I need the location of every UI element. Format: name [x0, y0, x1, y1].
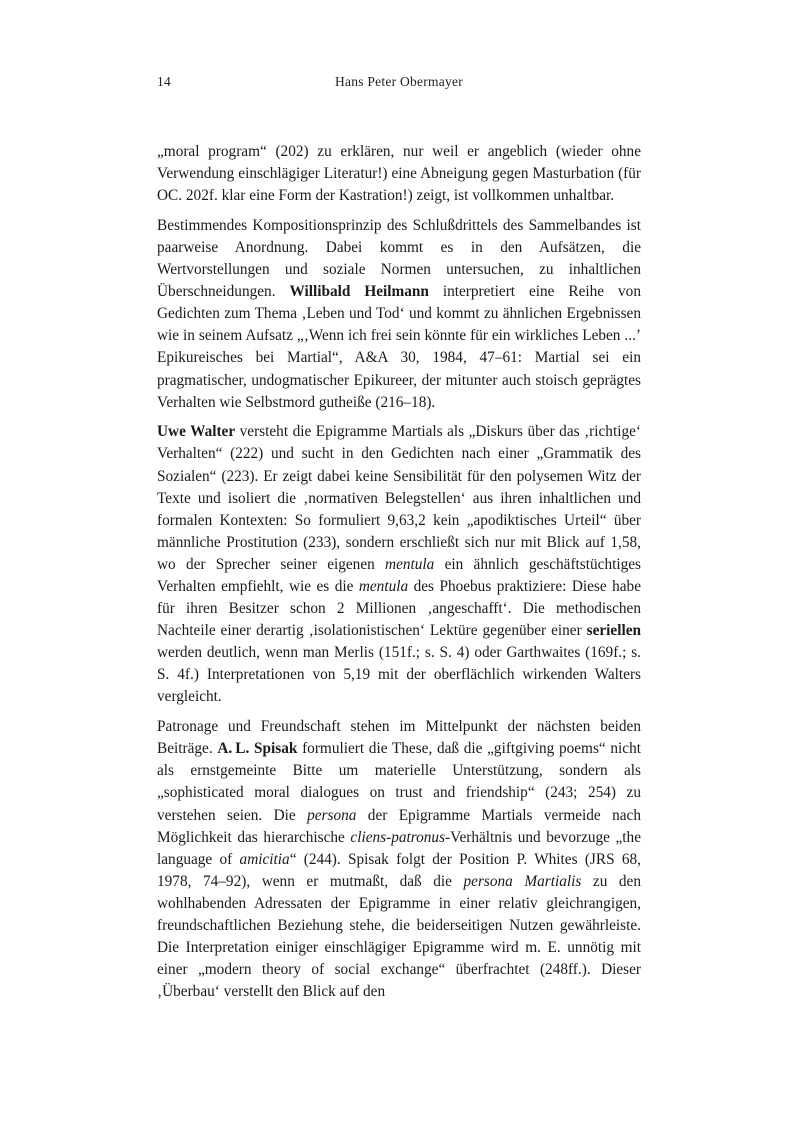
paragraph-4: Patronage und Freundschaft stehen im Mittelpunkt der nächsten beiden Beiträge. A. L. Spisak formuliert die These, daß die „giftgiving poems“ nicht als ernstgemeinte Bitte um materielle Unterstützung, sondern als „sophisticated moral dialogues on trust and friendship“ (243; 254) zu verstehen seien. Die persona der Epigramme Martials vermeide nach Möglichkeit das hierarchische cliens-patronus-Verhältnis und bevorzuge „the language of amicitia“ (244). Spisak folgt der Position P. Whites (JRS 68, 1978, 74–92), wenn er mutmaßt, daß die persona Martialis zu den wohlhabenden Adressaten der Epigramme in einer relativ gleichrangigen, freundschaftlichen Beziehung stehe, die beiderseitigen Nutzen gewährleiste. Die Interpretation einiger einschlägiger Epigramme wird m. E. unnötig mit einer „modern theory of social exchange“ überfrachtet (248ff.). Dieser ‚Überbau‘ verstellt den Blick auf den: [157, 718, 641, 1001]
paragraph-3: Uwe Walter versteht die Epigramme Martials als „Diskurs über das ‚richtige‘ Verhalten“ (222) und sucht in den Gedichten nach einer „Grammatik des Sozialen“ (223). Er zeigt dabei keine Sensibilität für den polysemen Witz der Texte und isoliert die ‚normativen Belegstellen‘ aus ihren inhaltlichen und formalen Kontexten: So formuliert 9,63,2 kein „apodiktisches Urteil“ über männliche Prostitution (233), sondern erschließt sich nur mit Blick auf 1,58, wo der Sprecher seiner eigenen mentula ein ähnlich geschäftstüchtiges Verhalten empfiehlt, wie es die mentula des Phoebus praktiziere: Diese habe für ihren Besitzer schon 2 Millionen ‚angeschafft‘. Die methodischen Nachteile einer derartig ‚isolationistischen‘ Lektüre gegenüber einer seriellen werden deutlich, wenn man Merlis (151f.; s. S. 4) oder Garthwaites (169f.; s. S. 4f.) Interpretationen von 5,19 mit der oberflächlich wirkenden Walters vergleicht.: [157, 423, 641, 706]
paragraph-2: Bestimmendes Kompositionsprinzip des Schlußdrittels des Sammelbandes ist paarweise Anordnung. Dabei kommt es in den Aufsätzen, die Wertvorstellungen und soziale Normen untersuchen, zu inhaltlichen Überschneidungen. Willibald Heilmann interpretiert eine Reihe von Gedichten zum Thema ‚Leben und Tod‘ und kommt zu ähnlichen Ergebnissen wie in seinem Aufsatz „‚Wenn ich frei sein könnte für ein wirkliches Leben ...’ Epikureisches bei Martial“, A&A 30, 1984, 47–61: Martial sei ein pragmatischer, undogmatischer Epikureer, der mitunter auch stoisch geprägtes Verhalten wie Selbstmord gutheiße (216–18).: [157, 216, 641, 411]
page-header: [157, 72, 641, 92]
paragraph-1: „moral program“ (202) zu erklären, nur weil er angeblich (wieder ohne Verwendung einschlägiger Literatur!) eine Abneigung gegen Masturbation (für OC. 202f. klar eine Form der Kastration!) zeigt, ist vollkommen unhaltbar.: [157, 143, 641, 205]
running-head-title: Hans Peter Obermayer: [335, 74, 463, 89]
page-number: 14: [157, 74, 171, 89]
body-text-block: [157, 141, 641, 1003]
